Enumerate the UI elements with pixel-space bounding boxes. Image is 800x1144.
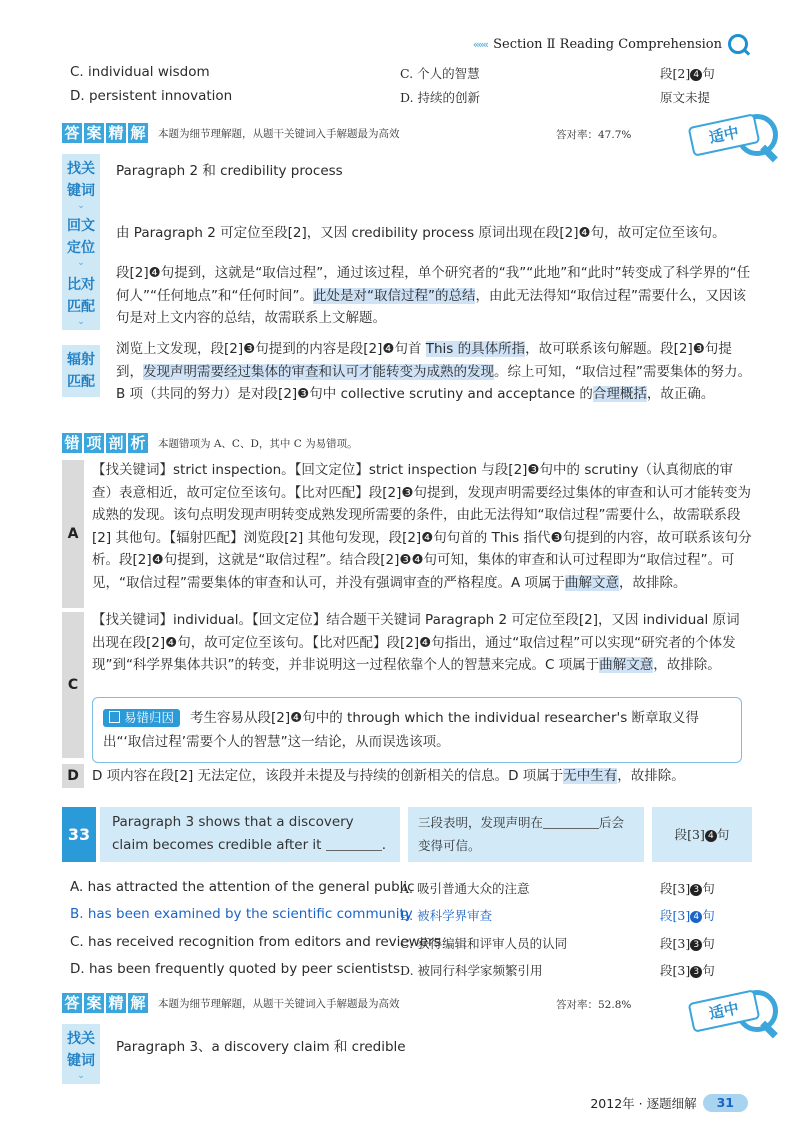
option-location: 段[3] 3 句 xyxy=(660,963,715,978)
option-row xyxy=(70,64,750,86)
option-row-correct xyxy=(70,906,750,928)
answer-analysis-title: 答 案 精 解 本题为细节理解题，从题干关键词入手解题最为高效 xyxy=(62,123,400,143)
running-header xyxy=(473,34,748,54)
option-zh: A. 吸引普通大众的注意 xyxy=(400,881,530,896)
step-text: Paragraph 2 和 credibility process xyxy=(116,163,343,179)
difficulty-badge: 适中 xyxy=(690,114,782,176)
error-explanation: 【找关键词】individual。【回文定位】结合题干关键词 Paragraph 2 可定位至段[2]，又因 individual 原词出现在段[2]❹句，故可定位至该句。【比对匹配】段[2]❹句指出，通过“取信过程”可以实现“研究者的个体发现”到“科学界集体共识”的转变，并非说明这一过程依靠个人的智慧来完成。C 项属于曲解文意，故排除。 xyxy=(92,612,740,673)
question-33 xyxy=(62,807,752,862)
difficulty-badge: 适中 xyxy=(690,990,782,1052)
option-row xyxy=(70,961,750,983)
accuracy-rate: 答对率：52.8% xyxy=(556,999,632,1011)
option-en: D. has been frequently quoted by peer scientists xyxy=(70,961,400,977)
question-number: 33 xyxy=(62,807,96,862)
section-description: 本题为细节理解题，从题干关键词入手解题最为高效 xyxy=(158,127,400,140)
option-zh: D. 持续的创新 xyxy=(400,90,481,105)
option-row xyxy=(70,934,750,956)
option-en: C. has received recognition from editors and reviewers xyxy=(70,934,441,950)
header-title: Section Ⅱ Reading Comprehension xyxy=(493,36,722,52)
option-zh: B. 被科学界审查 xyxy=(400,908,493,923)
error-explanation: D 项内容在段[2] 无法定位，该段并未提及与持续的创新相关的信息。D 项属于无中生有，故排除。 xyxy=(92,768,685,784)
step-label: 找关 键词 ⌄ xyxy=(62,1024,100,1084)
option-zh: C. 个人的智慧 xyxy=(400,66,480,81)
error-option-letter: A xyxy=(62,460,84,608)
step-label: 找关 键词 ⌄ xyxy=(62,154,100,214)
error-option-letter: D xyxy=(62,764,84,788)
error-cause-tag: 易错归因 xyxy=(103,709,180,727)
section-description: 本题为细节理解题，从题干关键词入手解题最为高效 xyxy=(158,997,400,1010)
header-arrows: ‹‹‹‹‹‹ xyxy=(472,37,488,51)
answer-blank xyxy=(543,814,599,829)
section-description: 本题错项为 A、C、D，其中 C 为易错项。 xyxy=(158,437,358,450)
option-en: D. persistent innovation xyxy=(70,88,233,104)
step-text: 段[2]❹句提到，这就是“取信过程”，通过该过程，单个研究者的“我”“此地”和“此时”转变成了科学界的“任何人”“任何地点”和“任何时间”。此处是对“取信过程”的总结，由此无法得知“取信过程”需要什么，又因该句是对上文内容的总结，故需联系上文解题。 xyxy=(116,265,751,326)
page-footer xyxy=(590,1094,748,1112)
option-zh: D. 被同行科学家频繁引用 xyxy=(400,963,543,978)
step-text: 浏览上文发现，段[2]❸句提到的内容是段[2]❹句首 This 的具体所指，故可联系该句解题。段[2]❸句提到，发现声明需要经过集体的审查和认可才能转变为成熟的发现。综上可知，“取信过程”需要集体的努力。B 项（共同的努力）是对段[2]❸句中 collective scrutiny and acceptance 的合理概括，故正确。 xyxy=(116,341,751,402)
option-location: 段[3] 3 句 xyxy=(660,936,715,951)
error-explanation: 【找关键词】strict inspection。【回文定位】strict inspection 与段[2]❸句中的 scrutiny（认真彻底的审查）表意相近，故可定位至该句。【比对匹配】段[2]❸句提到，发现声明需要经过集体的审查和认可才能转变为成熟的发现。该句点明发现声明转变成熟发现所需要的条件，由此无法得知“取信过程”需要什么，故需联系段[2] 其他句。【辐射匹配】浏览段[2] 其他句发现，段[2]❹句句首的 This 指代❸句提到的内容，故可联系该句分析。段[2]❹句提到，这就是“取信过程”。结合段[2]❸❹句可知，集体的审查和认可过程即为“取信过程”。可见，“取信过程”需要集体的审查和认可，并没有强调审查的严格程度。A 项属于曲解文意，故排除。 xyxy=(92,462,752,591)
option-en: B. has been examined by the scientific community xyxy=(70,906,413,922)
option-row xyxy=(70,88,750,110)
page-number: 31 xyxy=(703,1094,748,1112)
option-location: 段[3] 4 句 xyxy=(660,908,715,923)
error-analysis-title: 错 项 剖 析 本题错项为 A、C、D，其中 C 为易错项。 xyxy=(62,433,358,453)
error-option-letter: C xyxy=(62,612,84,758)
book-icon xyxy=(109,711,120,723)
step-text: 由 Paragraph 2 可定位至段[2]，又因 credibility process 原词出现在段[2]❹句，故可定位至该句。 xyxy=(116,225,726,241)
option-location: 段[3] 3 句 xyxy=(660,881,715,896)
option-location: 段[2] 4 句 xyxy=(660,66,715,81)
error-cause-text: 考生容易从段[2]❹句中的 through which the individual researcher's 断章取义得出“‘取信过程’需要个人的智慧”这一结论，从而误选该项。 xyxy=(103,710,700,750)
footer-text: 2012年 · 逐题细解 xyxy=(590,1096,697,1111)
answer-blank xyxy=(326,836,382,851)
option-row xyxy=(70,879,750,901)
question-location: 段[3] 4 句 xyxy=(652,807,752,862)
option-en: A. has attracted the attention of the general public xyxy=(70,879,415,895)
option-location: 原文未提 xyxy=(660,90,711,105)
step-label: 回文 定位 ⌄ xyxy=(62,211,100,271)
step-label: 比对 匹配 ⌄ xyxy=(62,270,100,330)
question-stem-en: Paragraph 3 shows that a discovery claim becomes credible after it . xyxy=(100,807,400,862)
option-zh: C. 获得编辑和评审人员的认同 xyxy=(400,936,568,951)
magnifier-icon xyxy=(728,34,748,54)
question-stem-zh: 三段表明，发现声明在 后会变得可信。 xyxy=(408,807,644,862)
step-text: Paragraph 3、a discovery claim 和 credible xyxy=(116,1039,406,1055)
accuracy-rate: 答对率：47.7% xyxy=(556,129,632,141)
step-label: 辐射 匹配 xyxy=(62,345,100,397)
error-cause-box xyxy=(92,697,742,763)
option-en: C. individual wisdom xyxy=(70,64,210,80)
answer-analysis-title: 答 案 精 解 本题为细节理解题，从题干关键词入手解题最为高效 xyxy=(62,993,400,1013)
